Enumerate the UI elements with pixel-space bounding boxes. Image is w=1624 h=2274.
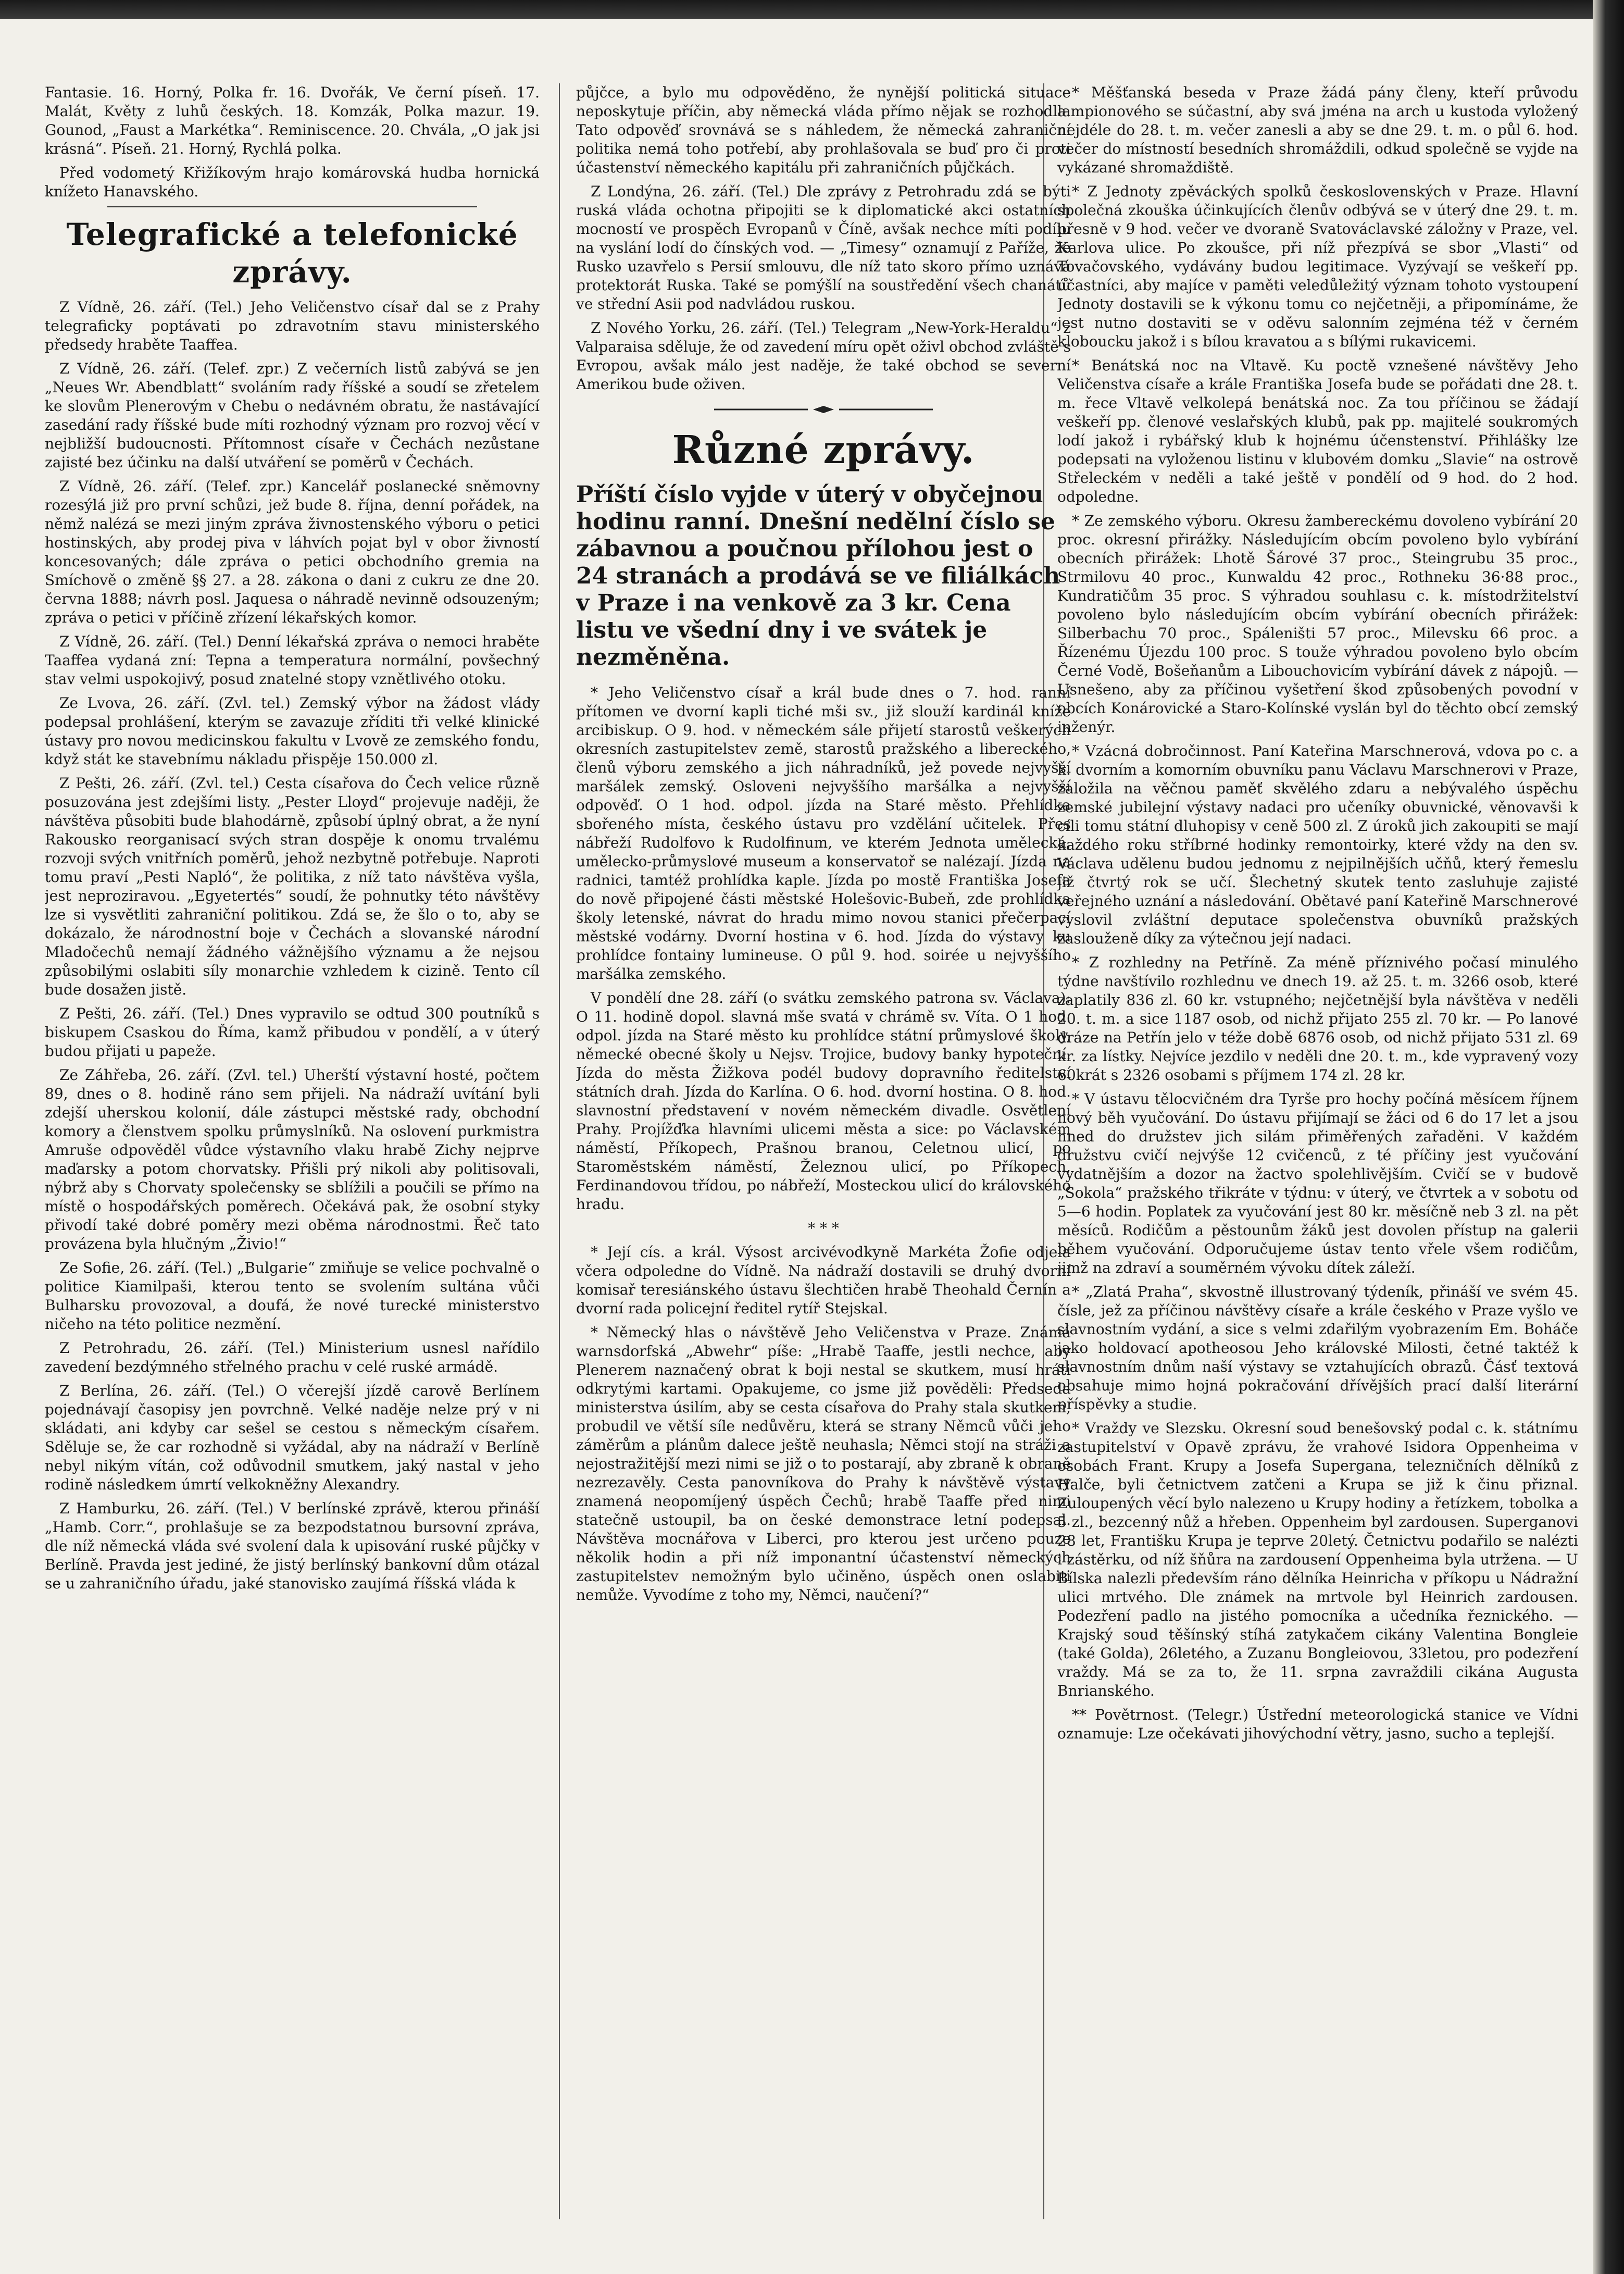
- concert-program: Fantasie. 16. Horný, Polka fr. 16. Dvořák, Ve černí píseň. 17. Malát, Květy z luhů českých. 18. Komzák, Polka mazur. 19. Gounod, „Faust a Markétka“. Reminiscence. 20. Chvála, „O jak jsi krásná“. Píseň. 21. Horný, Rychlá polka.: [45, 84, 540, 157]
- article-paragraph: Z Vídně, 26. září. (Telef. zpr.) Kancelář poslanecké sněmovny rozesýlá již pro první schůzi, jež bude 8. října, denní pořádek, na němž nalézá se mezi jiným zpráva živnostenského výboru o petici hostinských, aby prodej piva v láhvích pojat byl v obor živností koncesovaných; dále zpráva o petici obchodního gremia na Smíchově o změně §§ 27. a 28. zákona o dani z cukru ze dne 20. června 1888; návrh posl. Jaquesa o náhradě nevinně odsouzeným; zpráva o petici v příčině zřízení lékařských komor.: [45, 478, 540, 626]
- article-paragraph: půjčce, a bylo mu odpověděno, že nynější politická situace neposkytuje příčin, aby německá vláda přímo nějak se rozhodla. Tato odpověď srovnává se s náhledem, že německá zahraniční politika nemá toho potřebí, aby prohlašovala se buď pro či proti účastenství německého kapitálu při zahraničních půjčkách.: [576, 84, 1071, 176]
- article-paragraph: * Měšťanská beseda v Praze žádá pány členy, kteří průvodu lampionového se súčastní, aby svá jména na arch u kustoda vyložený nejdéle do 28. t. m. večer zanesli a aby se dne 29. t. m. o půl 6. hod. večer do místností besedních shromáždili, odkud společně se vyjde na vykázané shromaždiště.: [1057, 84, 1578, 176]
- article-paragraph: Z Pešti, 26. září. (Tel.) Dnes vypravilo se odtud 300 poutníků s biskupem Csaskou do Říma, kamž přibudou v pondělí, a v úterý budou přijati u papeže.: [45, 1005, 540, 1060]
- divider: [107, 206, 477, 207]
- article-paragraph: Z Pešti, 26. září. (Zvl. tel.) Cesta císařova do Čech velice různě posuzována jest zdejšími listy. „Pester Lloyd“ projevuje naději, že návštěva působiti bude blahodárně, způsobí úplný obrat, a že nyní Rakousko reorganisací svých stran dospěje k onomu trvalému rozvoji svých vnitřních poměrů, jehož nezbytně potřebuje. Naproti tomu praví „Pesti Napló“, že politika, z níž tato návštěva vyšla, jest neproziravou. „Egyetertés“ soudí, že pohnutky této návštěvy lze si vysvětliti zahraniční politikou. Zdá se, že šlo o to, aby se dokázalo, že národnostní boje v Čechách a slovanské národní Mladočechů nemají žádného vážnějšího významu a že nejsou způsobilými oslabiti síly monarchie vzhledem k cizině. Tento cíl bude dosažen jistě.: [45, 775, 540, 998]
- article-paragraph: * Jeho Veličenstvo císař a král bude dnes o 7. hod. ranní přítomen ve dvorní kapli tiché mši sv., již slouží kardinál kníže arcibiskup. O 9. hod. v německém sále přijetí starostů veškerých okresních zastupitelstev země, starostů pražského a libereckého, členů výboru zemského a jich náhradníků, jež povede nejvyšší maršálek zemský. Osloveni nejvyššího maršálka a nejvyšší odpověď. O 1 hod. odpol. jízda na Staré město. Přehlídka sbořeného místa, českého ústavu pro vzdělání učitelek. Přes nábřeží Rudolfovo k Rudolfinum, ve kterém Jednota umělecká, umělecko-průmyslové museum a konservatoř se nalézají. Jízda na radnici, tamtéž prohlídka kaple. Jízda po mostě Františka Josefa do nově připojené části městské Holešovic-Bubeň, zde prohlídka školy letenské, návrat do hradu mimo novou stanici přečerpací městské vodárny. Dvorní hostina v 6. hod. Jízda do výstavy ku prohlídce fontainy lumineuse. O půl 9. hod. soirée u nejvyššího maršálka zemského.: [576, 684, 1071, 983]
- article-paragraph: * „Zlatá Praha“, skvostně illustrovaný týdeník, přináší ve svém 45. čísle, jež za příčinou návštěvy císaře a krále českého v Praze vyšlo ve slavnostním vydání, a sice s velmi zdařilým vyobrazením Em. Boháče jako holdovací apotheosou Jeho královské Milosti, četné taktéž k slavnostním dnům naší výstavy se vztahujících obrazů. Čásť textová obsahuje mimo hojná pokračování dřívějších prací další literární příspěvky a studie.: [1057, 1283, 1578, 1413]
- article-paragraph: Ze Sofie, 26. září. (Tel.) „Bulgarie“ zmiňuje se velice pochvalně o politice Kiamilpaši, kterou tento se svolením sultána vůči Bulharsku provozoval, a doufá, že nové turecké ministerstvo ničeho na této politice nezmění.: [45, 1259, 540, 1333]
- article-paragraph: Z Vídně, 26. září. (Tel.) Denní lékařská zpráva o nemoci hraběte Taaffea vydaná zní: Tepna a temperatura normální, povšechný stav velmi uspokojivý, posud znatelné stopy vznětlivého otoku.: [45, 633, 540, 688]
- scan-right-edge: [1593, 0, 1624, 2274]
- article-paragraph: Z Hamburku, 26. září. (Tel.) V berlínské zprávě, kterou přináší „Hamb. Corr.“, prohlašuje se za bezpodstatnou bursovní zpráva, dle níž německá vláda své svolení dala k upisování ruské půjčky v Berlíně. Pravda jest jediné, že jistý berlínský bankovní dům otázal se u zahraničního úřadu, jaké stanovisko zaujímá říšská vláda k: [45, 1500, 540, 1592]
- misc-section-title: Různé zprávy.: [672, 428, 975, 473]
- article-paragraph: Z Vídně, 26. září. (Tel.) Jeho Veličenstvo císař dal se z Prahy telegraficky poptávati po zdravotním stavu ministerského předsedy hraběte Taaffea.: [45, 299, 540, 353]
- asterism-divider: * * *: [808, 1220, 839, 1237]
- article-paragraph: V pondělí dne 28. září (o svátku zemského patrona sv. Václava): O 11. hodině dopol. slavná mše svatá v chrámě sv. Víta. O 1 hod. odpol. jízda na Staré město ku prohlídce státní průmyslové školy, německé obecné školy u Nejsv. Trojice, budovy banky hypoteční. Jízda do města Žižkova podél budovy dopravního ředitelství státních drah. Jízda do Karlína. O 6. hod. dvorní hostina. O 8. hod. slavnostní představení v novém německém divadle. Osvětlení Prahy. Projížďka hlavními ulicemi města a sice: po Václavském náměstí, Příkopech, Prašnou branou, Celetnou ulicí, po Staroměstském náměstí, Železnou ulicí, po Příkopech, Ferdinandovou třídou, po nábřeží, Mosteckou ulicí do královského hradu.: [576, 989, 1071, 1213]
- article-paragraph: * Z Jednoty zpěváckých spolků československých v Praze. Hlavní společná zkouška účinkujících členův odbývá se v úterý dne 29. t. m. přesně v 9 hod. večer ve dvoraně Svatováclavské záložny v Praze, vel. Karlova ulice. Po zkoušce, při níž přezpívá se sbor „Vlasti“ od Tovačovského, vydávány budou legitimace. Vyzývají se veškeří pp. účastníci, aby majíce v paměti veledůležitý význam tohoto vystoupení Jednoty dostavili se k výkonu tomu co nejčetněji, a připomínáme, že jest nutno dostaviti se v oděvu salonním zejména též v černém kloboucku jakož i s bílou kravatou a s bílými rukavicemi.: [1057, 183, 1578, 350]
- article-paragraph: * Benátská noc na Vltavě. Ku poctě vznešené návštěvy Jeho Veličenstva císaře a krále Františka Josefa bude se pořádati dne 28. t. m. řece Vltavě velkolepá benátská noc. Za tou příčinou se žádají veškeří pp. členové veslařských klubů, pak pp. majitelé soukromých lodí jakož i rybářský klub k hojnému účenstenství. Přihlášky lze podepsati na vyloženou listinu v klubovém domku „Slavie“ na ostrově Střeleckém v neděli a také ještě v pondělí od 9 hod. do 2 hod. odpoledne.: [1057, 357, 1578, 505]
- telegram-section-title: Telegrafické a telefonické zprávy.: [66, 217, 518, 290]
- publication-notice: Příští číslo vyjde v úterý v obyčejnou hodinu ranní. Dnešní nedělní číslo se zábavnou a poučnou přílohou jest o 24 stranách a prodává se ve filiálkách v Praze i na venkově za 3 kr. Cena listu ve všední dny i ve svátek je nezměněna.: [576, 481, 1060, 670]
- article-paragraph: Z Vídně, 26. září. (Telef. zpr.) Z večerních listů zabývá se jen „Neues Wr. Abendblatt“ svoláním rady říšské a soudí se zřetelem ke slovům Plenerovým v Chebu o nedávném obratu, že nastávající zasedání rady říšské bude míti rozhodný význam pro rozvoj věcí v nejbližší budoucnosti. Přítomnost císaře v Čechách nezůstane zajisté bez účinku na další utváření se poměrů v Čechách.: [45, 360, 540, 471]
- concert-program-note: Před vodometý Křižíkovým hrajo komárovská hudba hornická knížeto Hanavského.: [45, 164, 540, 200]
- column-rule: [559, 83, 560, 2219]
- article-paragraph: * Z rozhledny na Petříně. Za méně příznivého počasí minulého týdne navštívilo rozhlednu ve dnech 19. až 25. t. m. 3266 osob, které zaplatily 836 zl. 60 kr. vstupného; nejčetnější byla návštěva v neděli 20. t. m. a sice 1187 osob, od nichž přijato 255 zl. 70 kr. — Po lanové dráze na Petřín jelo v téže době 6876 osob, od nichž přijato 531 zl. 69 kr. za lístky. Nejvíce jezdilo v neděli dne 20. t. m., kde vypravený vozy 60krát s 2326 osobami s příjmem 174 zl. 28 kr.: [1057, 954, 1578, 1084]
- column-left: [45, 83, 540, 2230]
- ornament-divider: [576, 399, 1071, 418]
- article-paragraph: Ze Lvova, 26. září. (Zvl. tel.) Zemský výbor na žádost vlády podepsal prohlášení, kterým se zavazuje zříditi tři velké klinické ústavy pro novou medicinskou fakultu v Lvově ze zemského fondu, když stát ke stavebnímu nákladu přispěje 150.000 zl.: [45, 694, 540, 768]
- article-paragraph: Z Londýna, 26. září. (Tel.) Dle zprávy z Petrohradu zdá se býti ruská vláda ochotna připojiti se k diplomatické akci ostatních mocností ve prospěch Evropanů v Číně, avšak nechce míti podílu na vyslání lodí do čínských vod. — „Timesy“ oznamují z Paříže, že Rusko uzavřelo s Persií smlouvu, dle níž tato skoro přímo uznává protektorát Ruska. Také se pomýšlí na soustředění všech chanátů ve střední Asii pod nadvládou ruskou.: [576, 183, 1071, 313]
- scan-top-edge: [0, 0, 1624, 19]
- article-paragraph: ** Povětrnost. (Telegr.) Ústřední meteorologická stanice ve Vídni oznamuje: Lze očekávati jihovýchodní větry, jasno, sucho a teplejší.: [1057, 1706, 1578, 1742]
- article-paragraph: * Ze zemského výboru. Okresu žambereckému dovoleno vybírání 20 proc. okresní přirážky. Následujícím obcím povoleno bylo vybírání obecních přirážek: Lhotě Šárové 37 proc., Steingrubu 35 proc., Strmilovu 40 proc., Kunwaldu 42 proc., Rothneku 36·88 proc., Kundratičům 35 proc. S výhradou souhlasu c. k. místodržitelství povoleno bylo následujícím obcím vybírání obecních přirážek: Silberbachu 70 proc., Spáleništi 57 proc., Milevsku 66 proc. a Řízenému Újezdu 100 proc. S touže výhradou povoleno bylo obcím Černé Vodě, Bošeňanům a Libouchovicím vybírání dávek z nápojů. — Usnešeno, aby za příčinou vyšetření škod způsobených povodní v obcích Konárovické a Staro-Kolínské vyslán byl do těchto obcí zemský inženýr.: [1057, 512, 1578, 736]
- article-paragraph: Z Berlína, 26. září. (Tel.) O včerejší jízdě carově Berlínem pojednávají časopisy jen povrchně. Velké naděje nelze prý v ni skládati, ani kdyby car sešel se cestou s německým císařem. Sděluje se, že car rozhodně si vyžádal, aby na nádraží v Berlíně nebyl nikým vítán, což odůvodnil smutkem, jaký nastal v jeho rodině následkem úmrtí velkokněžny Alexandry.: [45, 1382, 540, 1493]
- article-paragraph: Z Nového Yorku, 26. září. (Tel.) Telegram „New-York-Heraldu“ z Valparaisa sděluje, že od zavedení míru opět oživl obchod zvláště s Evropou, avšak málo jest naděje, že také obchod se severní Amerikou bude oživen.: [576, 319, 1071, 393]
- article-paragraph: Ze Záhřeba, 26. září. (Zvl. tel.) Uherští výstavní hosté, počtem 89, dnes o 8. hodině ráno sem přijeli. Na nádraží uvítání byli zdejší uherskou kolonií, dále zástupci městské rady, obchodní komory a členstvem spolku průmyslníků. Na oslovení purkmistra Amruše odpověděl vůdce výstavního vlaku hrabě Zichy nejprve maďarsky a potom chorvatsky. Přišli prý nikoli aby politisovali, nýbrž aby s Chorvaty společensky se sblížili a poučili se přímo na místě o hospodářských poměrech. Očekává pak, že osobní styky přivodí také dobré poměry mezi oběma národnostmi. Řeč tato provázena byla hlučným „Živio!“: [45, 1066, 540, 1252]
- article-paragraph: * V ústavu tělocvičném dra Tyrše pro hochy počíná měsícem říjnem nový běh vyučování. Do ústavu přijímají se žáci od 6 do 17 let a jsou hned do družstev jich silám přiměřených zařaděni. V každém družstvu cvičí nejvýše 12 cvičenců, z té příčiny jest vyučování vydatnějším a dozor na žactvo spolehlivějším. Cvičí se v budově „Sokola“ pražského třikráte v týdnu: v úterý, ve čtvrtek a v sobotu od 5—6 hodin. Poplatek za vyučování jest 80 kr. měsíčně neb 3 zl. na pět měsíců. Rodičům a pěstounům žáků jest dovolen přístup na galerii během vyučování. Odporučujeme ústav tento vřele všem rodičům, jimž na zdraví a souměrném vývoku dítek záleží.: [1057, 1090, 1578, 1276]
- article-paragraph: Z Petrohradu, 26. září. (Tel.) Ministerium usnesl nařídilo zavedení bezdýmného střelného prachu v celé ruské armádě.: [45, 1339, 540, 1375]
- column-right: [1057, 83, 1578, 2230]
- column-middle: [576, 83, 1071, 2230]
- article-paragraph: * Vraždy ve Slezsku. Okresní soud benešovský podal c. k. státnímu zastupitelství v Opavě zprávu, že vrahové Isidora Oppenheima v osobách Frant. Krupy a Josefa Supergana, telezničních dělníků z Halče, byli četnictvem zatčeni a Krupa se již k činu přiznal. Zuloupených věcí bylo nalezeno u Krupy hodiny a řetízkem, tobolka a 5 zl., bezcenný nůž a hřeben. Oppenheim byl zardousen. Superganovi 28 let, Františku Krupa je teprve 20letý. Četnictvu podařilo se nalézti i zástěrku, od níž šňůra na zardousení Oppenheima byla utržena. — U Bílska nalezli především ráno dělníka Heinricha v příkopu u Nádražní ulici mrtvého. Dle známek na mrtvole byl Heinrich zardousen. Podezření padlo na jistého pomocníka a učedníka řeznického. — Krajský soud těšínský stíhá zatykačem cikány Valentina Bongleie (také Golda), 26letého, a Zuzanu Bongleiovou, 33letou, pro podezření vraždy. Má se za to, že 11. srpna zavraždili cikána Augusta Bnrianského.: [1057, 1420, 1578, 1699]
- article-paragraph: * Německý hlas o návštěvě Jeho Veličenstva v Praze. Známá warnsdorfská „Abwehr“ píše: „Hrabě Taaffe, jestli nechce, aby Plenerem naznačený obrat k boji nestal se skutkem, musí hráti odkrytými kartami. Opakujeme, co jsme již pověděli: Předseda ministerstva úsilím, aby se cesta císařova do Prahy stala skutkem, probudil ve větší síle nedůvěru, která se strany Němců vůči jeho záměrům a plánům dalece ještě neuhasla; Němci stojí na stráži a nejostražitější mezi nimi se již o to postarají, aby zbraně k obraně nezrezavěly. Cesta panovníkova do Prahy k návštěvě výstavy znamená neopomíjený úspěch Čechů; hrabě Taaffe před nimi statečně ustoupil, ba on české demonstrace letní podepsal. Návštěva mocnářova v Liberci, pro kterou jest určeno pouze několik hodin a při níž imponantní účastenství německých zastupitelstev nemožným bylo učiněno, úspěch onen oslabiti nemůže. Vyvodíme z toho my, Němci, naučení?“: [576, 1324, 1071, 1604]
- article-paragraph: * Vzácná dobročinnost. Paní Kateřina Marschnerová, vdova po c. a k. dvorním a komorním obuvníku panu Václavu Marschnerovi v Praze, založila na věčnou paměť skvělého zdaru a nebývalého úspěchu zemské jubilejní výstavy nadaci pro učeníky obuvnické, věnovavši k cíli tomu státní dluhopisy v ceně 500 zl. Z úroků jich zakoupiti se mají každého roku stříbrné hodinky remontoirky, které vždy na den sv. Václava udělenu budou jednomu z nejpilnějších učňů, který řemeslu již čtvrtý rok se učí. Šlechetný skutek tento zasluhuje zajisté veřejného uznání a následování. Obětavé paní Kateřině Marschnerové vyslovil zvláštní deputace společenstva obuvníků pražských zaslouženě díky za výtečnou její nadaci.: [1057, 742, 1578, 947]
- article-paragraph: * Její cís. a král. Výsost arcivévodkyně Markéta Žofie odjela včera odpoledne do Vídně. Na nádraží dostavili se druhý dvorní komisař teresiánského ústavu šlechtičen hrabě Theohald Černín a dvorní rada policejní ředitel rytíř Stejskal.: [576, 1244, 1071, 1317]
